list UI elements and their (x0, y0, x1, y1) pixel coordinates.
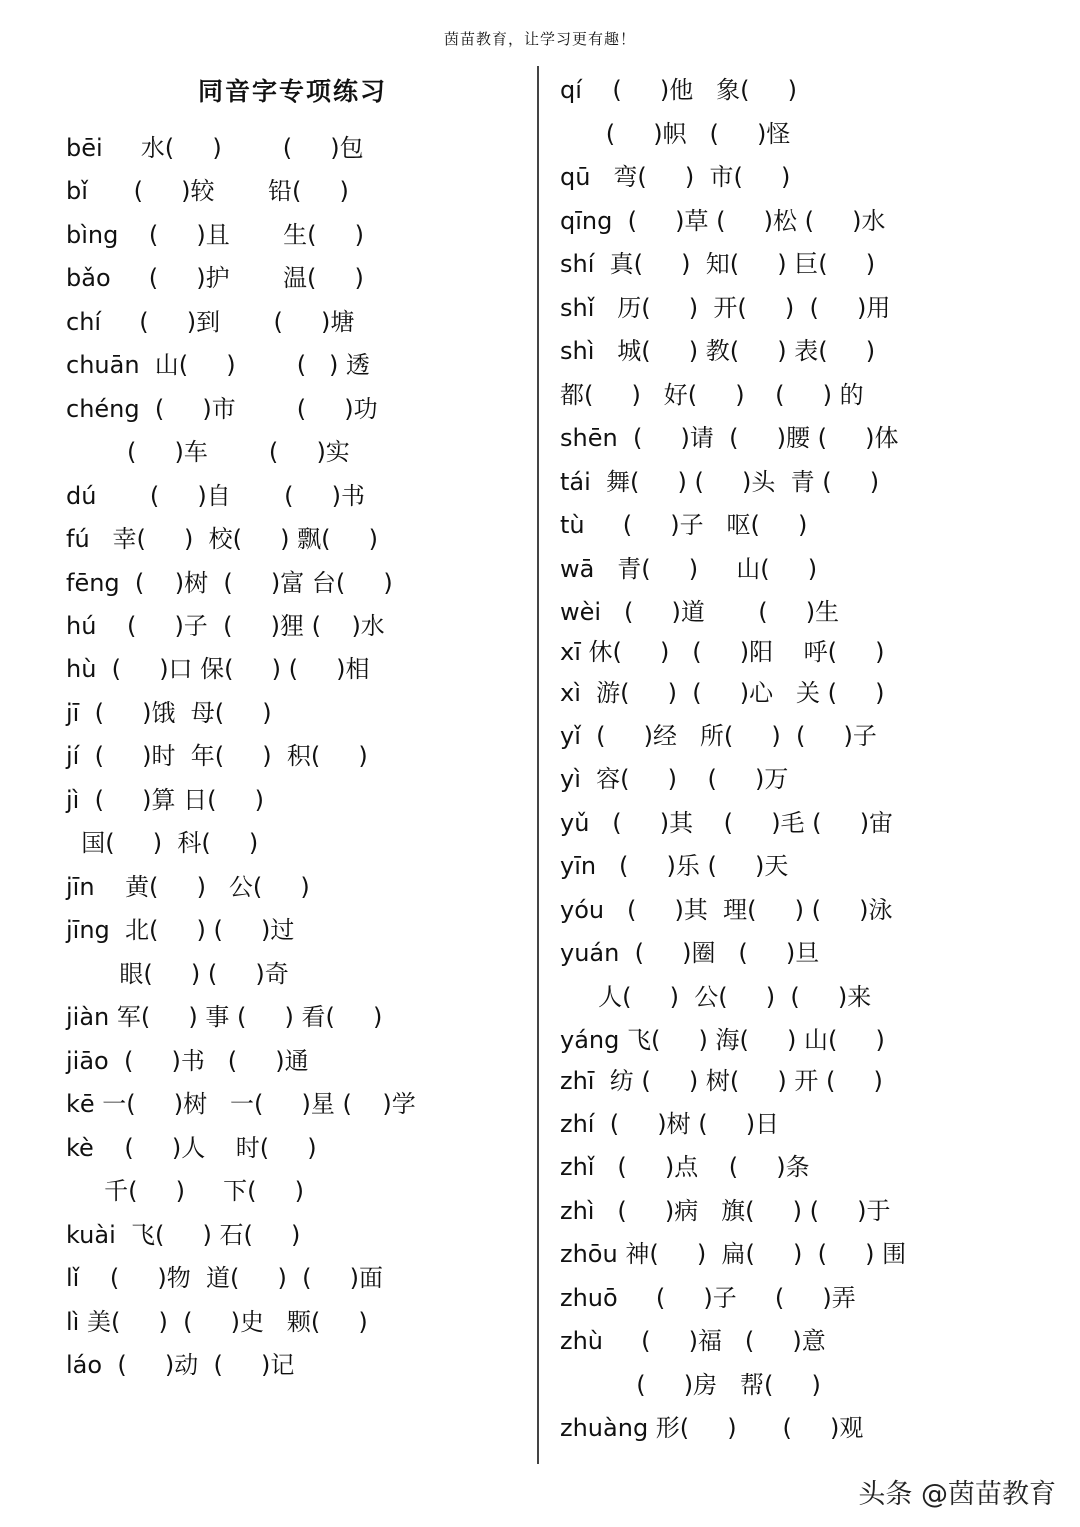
right-exercise-line: zhōu 神( ) 扁( ) ( ) 围 (560, 1240, 907, 1268)
left-exercise-line: 国( ) 科( ) (66, 829, 259, 857)
right-exercise-line: yáng 飞( ) 海( ) 山( ) (560, 1026, 885, 1054)
column-divider (537, 66, 539, 1464)
right-exercise-line: xì 游( ) ( )心 关 ( ) (560, 679, 885, 707)
left-exercise-line: lì 美( ) ( )史 颗( ) (66, 1308, 368, 1336)
right-exercise-line: yuán ( )圈 ( )旦 (560, 939, 820, 967)
right-exercise-line: wèi ( )道 ( )生 (560, 598, 840, 626)
watermark: 头条 @茵苗教育 (858, 1479, 1056, 1510)
left-exercise-line: bǎo ( )护 温( ) (66, 264, 364, 292)
right-exercise-line: zhuō ( )子 ( )弄 (560, 1284, 856, 1312)
left-exercise-line: bēi 水( ) ( )包 (66, 134, 364, 162)
left-exercise-line: chuān 山( ) ( ) 透 (66, 351, 370, 379)
left-exercise-line: hù ( )口 保( ) ( )相 (66, 655, 370, 683)
right-exercise-line: zhì ( )病 旗( ) ( )于 (560, 1197, 891, 1225)
right-exercise-line: zhù ( )福 ( )意 (560, 1327, 826, 1355)
right-exercise-line: yǔ ( )其 ( )毛 ( )宙 (560, 809, 894, 837)
right-exercise-line: 人( ) 公( ) ( )来 (560, 983, 872, 1011)
left-exercise-line: ( )车 ( )实 (66, 438, 350, 466)
left-exercise-line: 千( ) 下( ) (66, 1177, 305, 1205)
right-exercise-line: yīn ( )乐 ( )天 (560, 852, 789, 880)
right-exercise-line: zhí ( )树 ( )日 (560, 1110, 780, 1138)
left-exercise-line: bìng ( )且 生( ) (66, 221, 365, 249)
left-exercise-line: kē 一( )树 一( )星 ( )学 (66, 1090, 416, 1118)
right-exercise-line: tái 舞( ) ( )头 青 ( ) (560, 468, 880, 496)
right-exercise-line: qīng ( )草 ( )松 ( )水 (560, 207, 886, 235)
left-exercise-line: kè ( )人 时( ) (66, 1134, 317, 1162)
right-exercise-line: xī 休( ) ( )阳 呼( ) (560, 638, 885, 666)
left-exercise-line: chí ( )到 ( )塘 (66, 308, 355, 336)
left-exercise-line: jīn 黄( ) 公( ) (66, 873, 310, 901)
right-exercise-line: zhuàng 形( ) ( )观 (560, 1414, 864, 1442)
left-exercise-line: dú ( )自 ( )书 (66, 482, 365, 510)
page-title: 同音字专项练习 (197, 77, 387, 106)
right-exercise-line: zhī 纺 ( ) 树( ) 开 ( ) (560, 1067, 883, 1095)
left-exercise-line: chéng ( )市 ( )功 (66, 395, 378, 423)
right-exercise-line: ( )帜 ( )怪 (560, 120, 791, 148)
right-exercise-line: shēn ( )请 ( )腰 ( )体 (560, 424, 899, 452)
left-exercise-line: hú ( )子 ( )狸 ( )水 (66, 612, 385, 640)
left-exercise-line: fú 幸( ) 校( ) 飘( ) (66, 525, 379, 553)
right-exercise-line: qí ( )他 象( ) (560, 76, 798, 104)
right-exercise-line: qū 弯( ) 市( ) (560, 163, 791, 191)
right-exercise-line: yì 容( ) ( )万 (560, 765, 789, 793)
left-exercise-line: jīng 北( ) ( )过 (66, 916, 295, 944)
left-exercise-line: 眼( ) ( )奇 (66, 960, 289, 988)
left-exercise-line: jī ( )饿 母( ) (66, 699, 272, 727)
left-exercise-line: fēng ( )树 ( )富 台( ) (66, 569, 393, 597)
left-exercise-line: jiàn 军( ) 事 ( ) 看( ) (66, 1003, 383, 1031)
left-exercise-line: jí ( )时 年( ) 积( ) (66, 742, 368, 770)
right-exercise-line: ( )房 帮( ) (560, 1371, 821, 1399)
right-exercise-line: 都( ) 好( ) ( ) 的 (560, 381, 864, 409)
right-exercise-line: tù ( )子 呕( ) (560, 511, 808, 539)
right-exercise-line: yǐ ( )经 所( ) ( )子 (560, 722, 877, 750)
left-exercise-line: jiāo ( )书 ( )通 (66, 1047, 309, 1075)
right-exercise-line: shí 真( ) 知( ) 巨( ) (560, 250, 876, 278)
left-exercise-line: lǐ ( )物 道( ) ( )面 (66, 1264, 383, 1292)
right-exercise-line: shì 城( ) 教( ) 表( ) (560, 337, 876, 365)
page-header: 茵苗教育，让学习更有趣！ (443, 30, 636, 48)
right-exercise-line: wā 青( ) 山( ) (560, 555, 818, 583)
right-exercise-line: shǐ 历( ) 开( ) ( )用 (560, 294, 891, 322)
left-exercise-line: láo ( )动 ( )记 (66, 1351, 295, 1379)
right-exercise-line: zhǐ ( )点 ( )条 (560, 1153, 810, 1181)
left-exercise-line: kuài 飞( ) 石( ) (66, 1221, 301, 1249)
left-exercise-line: bǐ ( )较 铅( ) (66, 177, 349, 205)
right-exercise-line: yóu ( )其 理( ) ( )泳 (560, 896, 893, 924)
left-exercise-line: jì ( )算 日( ) (66, 786, 264, 814)
